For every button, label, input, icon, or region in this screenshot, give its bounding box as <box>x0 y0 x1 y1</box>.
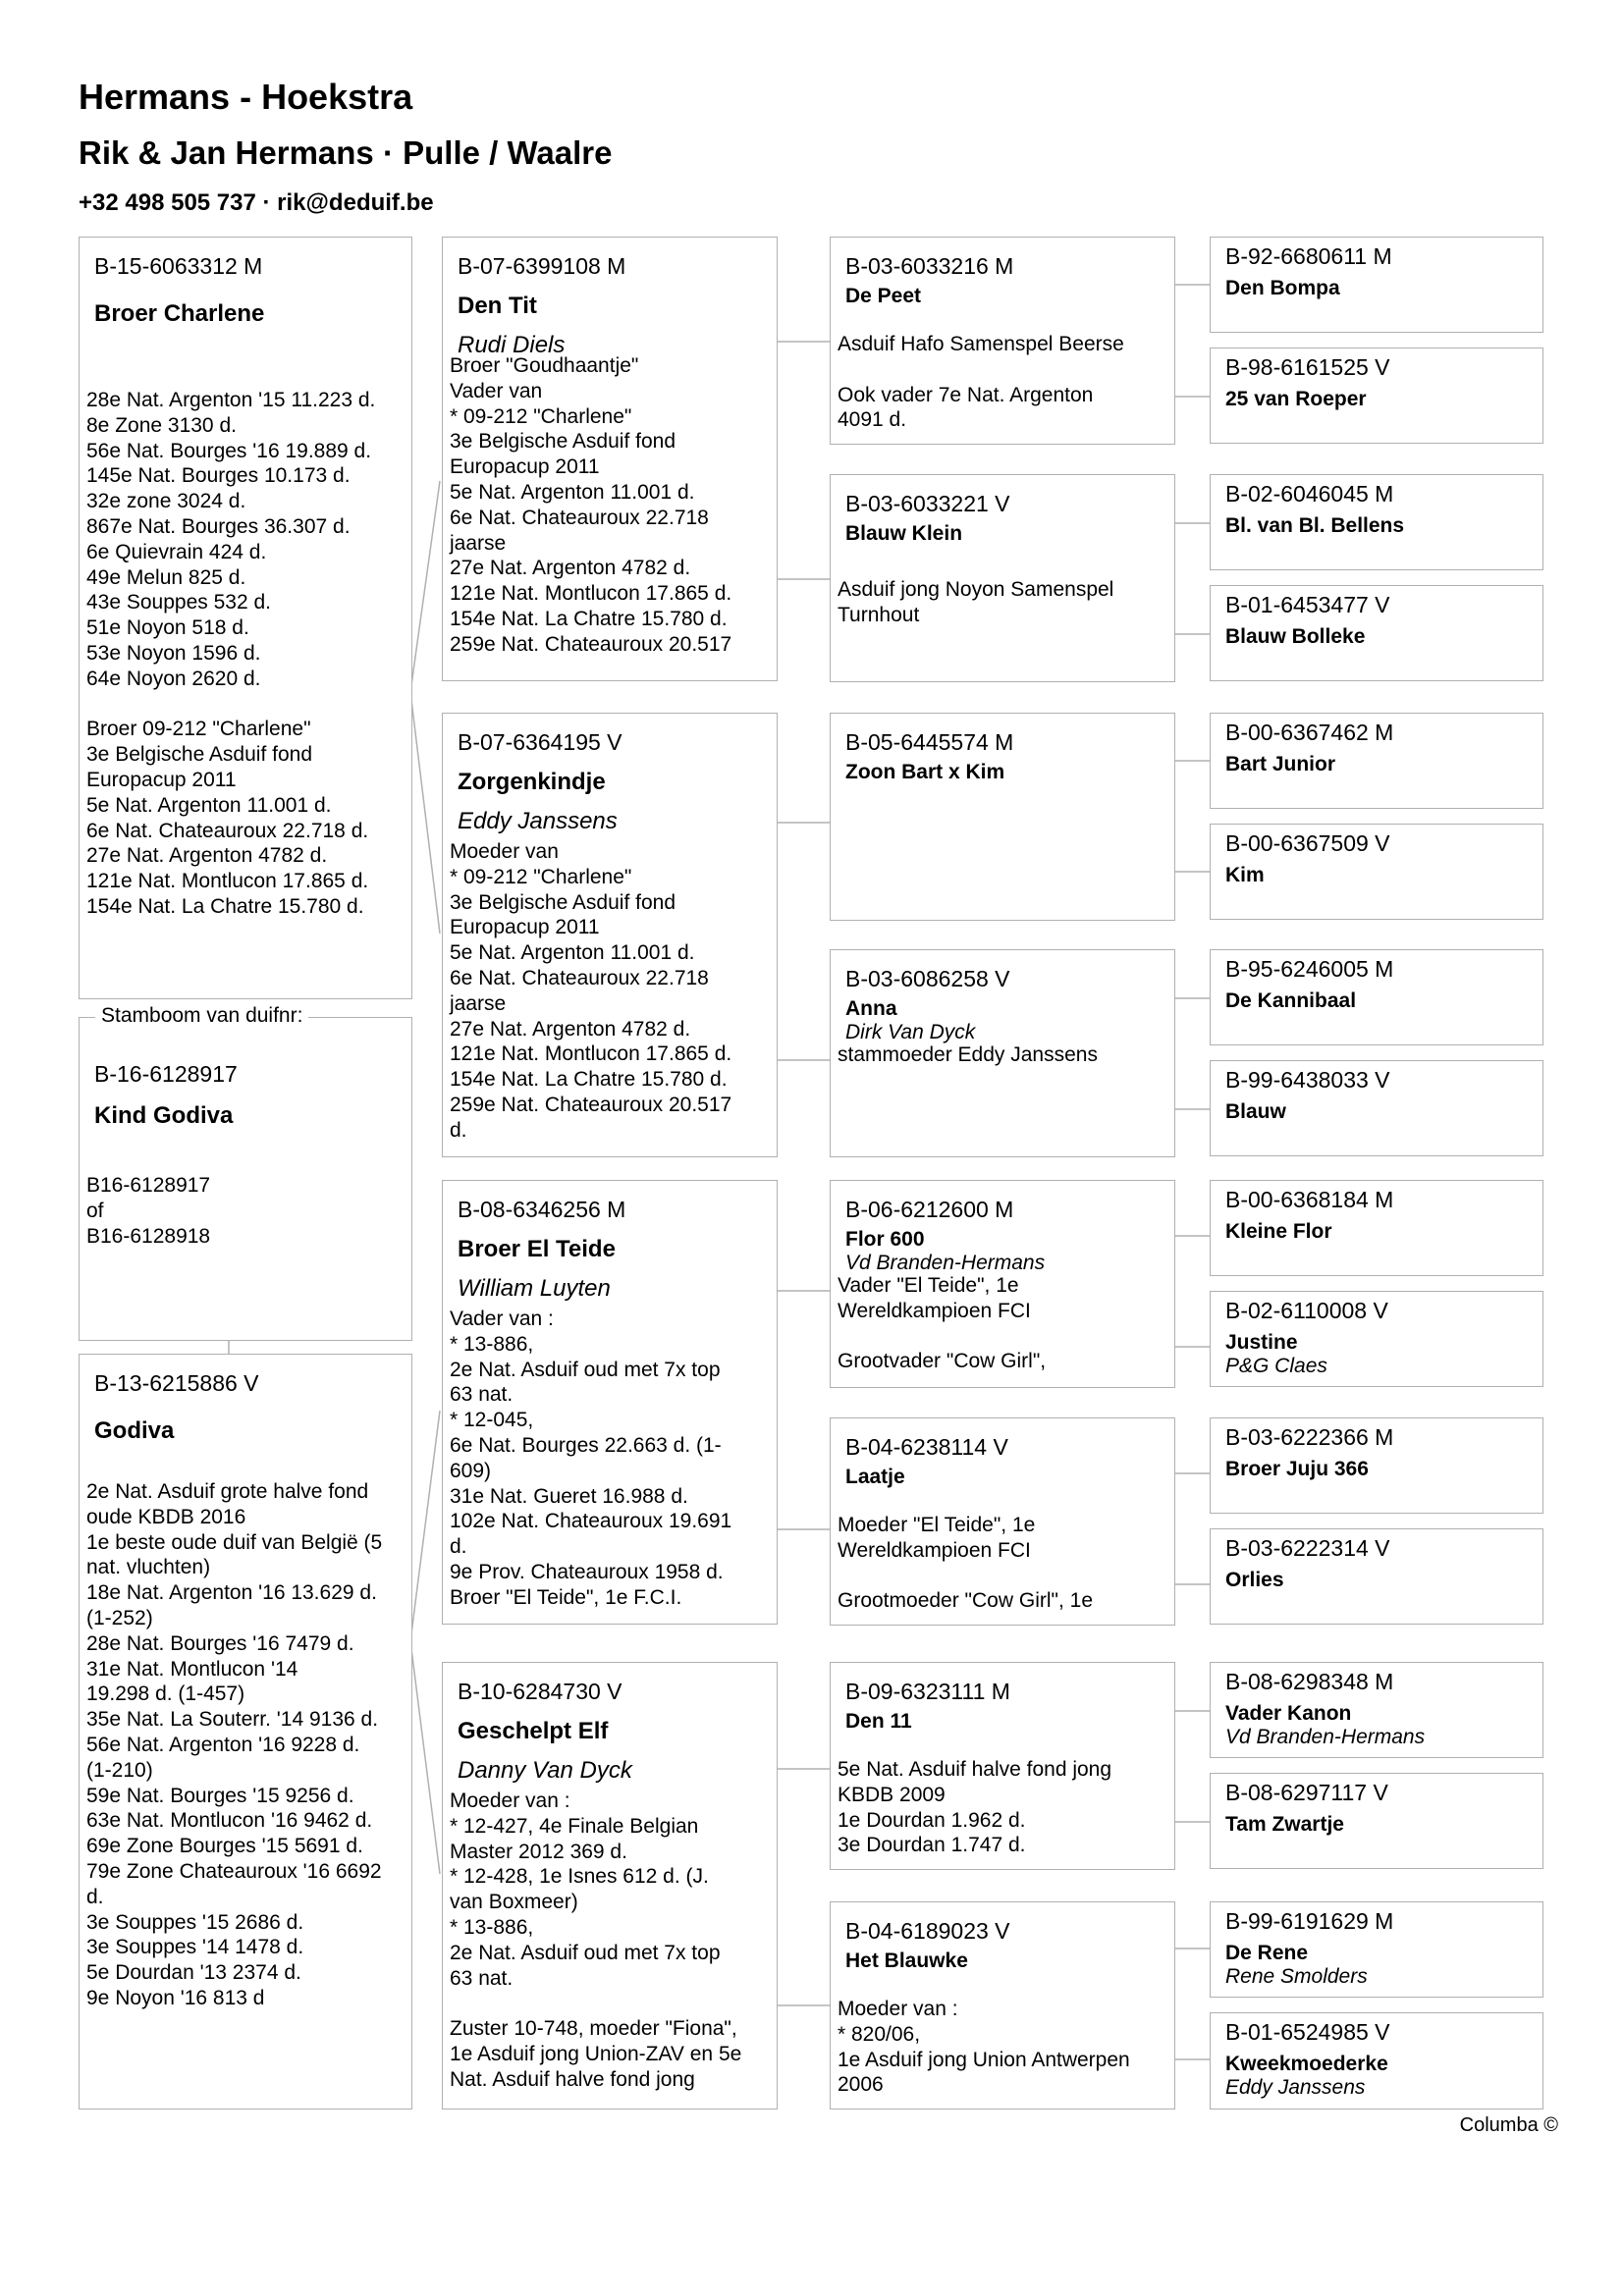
pigeon-name: Kim <box>1225 864 1265 886</box>
ring-number: B-00-6367462 M <box>1225 720 1394 745</box>
pigeon-name: Zoon Bart x Kim <box>845 761 1005 783</box>
sire-card[interactable] <box>79 237 412 999</box>
pigeon-notes: stammoeder Eddy Janssens <box>838 1043 1098 1066</box>
pigeon-name: Bart Junior <box>1225 753 1336 775</box>
ring-number: B-10-6284730 V <box>458 1679 622 1704</box>
gg-grandparent-card[interactable] <box>1210 713 1543 809</box>
pigeon-name: Den 11 <box>845 1710 912 1733</box>
ring-number: B-03-6033216 M <box>845 253 1014 279</box>
dam-card[interactable] <box>79 1354 412 2109</box>
pigeon-name: Kweekmoederke <box>1225 2053 1388 2075</box>
gg-grandparent-card[interactable] <box>1210 2012 1543 2109</box>
ring-number: B-92-6680611 M <box>1225 243 1392 269</box>
pigeon-name: Blauw Klein <box>845 522 963 545</box>
pigeon-name: Blauw <box>1225 1100 1286 1123</box>
pigeon-name: Bl. van Bl. Bellens <box>1225 514 1405 537</box>
pigeon-name: Godiva <box>94 1417 175 1444</box>
pigeon-notes: Moeder "El Teide", 1e Wereldkampioen FCI Grootmoeder "Cow Girl", 1e <box>838 1514 1093 1613</box>
ring-number: B-16-6128917 <box>94 1061 238 1087</box>
gg-grandparent-card[interactable] <box>1210 1291 1543 1387</box>
owner-name: Rene Smolders <box>1225 1965 1368 1988</box>
pigeon-notes: Vader "El Teide", 1e Wereldkampioen FCI Grootvader "Cow Girl", <box>838 1274 1047 1373</box>
owner-name: Eddy Janssens <box>458 808 618 834</box>
pigeon-name: Kind Godiva <box>94 1102 234 1129</box>
ring-number: B-04-6238114 V <box>845 1434 1008 1460</box>
pigeon-name: Den Tit <box>458 293 537 319</box>
pigeon-notes: Moeder van : * 820/06, 1e Asduif jong Union Antwerpen 2006 <box>838 1998 1130 2097</box>
page-subtitle: Rik & Jan Hermans · Pulle / Waalre <box>79 134 613 171</box>
pigeon-name: Zorgenkindje <box>458 769 606 795</box>
pigeon-name: 25 van Roeper <box>1225 388 1367 410</box>
pigeon-name: Blauw Bolleke <box>1225 625 1366 648</box>
ring-number: B-03-6086258 V <box>845 966 1010 991</box>
pigeon-notes: Moeder van : * 12-427, 4e Finale Belgian Master 2012 369 d. * 12-428, 1e Isnes 612 d. (J. van Boxmeer) * 13-886, 2e Nat. Asduif oud met 7x top 63 nat. Zuster 10-748, moeder "Fiona", 1e Asduif jong Union-ZAV en 5e Nat. Asduif halve fond jong <box>450 1789 742 2091</box>
pigeon-name: De Peet <box>845 285 922 307</box>
pigeon-name: De Kannibaal <box>1225 989 1357 1012</box>
owner-name: Eddy Janssens <box>1225 2076 1366 2099</box>
pigeon-notes: Moeder van * 09-212 "Charlene" 3e Belgische Asduif fond Europacup 2011 5e Nat. Argenton 11.001 d. 6e Nat. Chateauroux 22.718 jaarse 27e Nat. Argenton 4782 d. 121e Nat. Montlucon 17.865 d. 154e Nat. La Chatre 15.780 d. 259e Nat. Chateauroux 20.517 d. <box>450 840 732 1142</box>
ring-number: B-09-6323111 M <box>845 1679 1010 1704</box>
pigeon-name: Broer Charlene <box>94 300 265 327</box>
pigeon-name: Het Blauwke <box>845 1949 968 1972</box>
gg-grandparent-card[interactable] <box>1210 1662 1543 1758</box>
ring-number: B-00-6368184 M <box>1225 1187 1394 1212</box>
pigeon-name: Vader Kanon <box>1225 1702 1352 1725</box>
grandparent-card[interactable] <box>442 1180 778 1625</box>
ring-number: B-01-6524985 V <box>1225 2019 1390 2045</box>
pigeon-name: Laatje <box>845 1466 905 1488</box>
gg-grandparent-card[interactable] <box>1210 1773 1543 1869</box>
pigeon-name: De Rene <box>1225 1942 1309 1964</box>
gg-grandparent-card[interactable] <box>1210 237 1543 333</box>
pigeon-results: 2e Nat. Asduif grote halve fond oude KBDB 2016 1e beste oude duif van België (5 nat. vluchten) 18e Nat. Argenton '16 13.629 d. (1-252) 28e Nat. Bourges '16 7479 d. 31e Nat. Montlucon '14 19.298 d. (1-457) 35e Nat. La Souterr. '14 9136 d. 56e Nat. Argenton '16 9228 d. (1-210) 59e Nat. Bourges '15 9256 d. 63e Nat. Montlucon '16 9462 d. 69e Zone Bourges '15 5691 d. 79e Zone Chateauroux '16 6692 d. 3e Souppes '15 2686 d. 3e Souppes '14 1478 d. 5e Dourdan '13 2374 d. 9e Noyon '16 813 d <box>86 1480 383 2009</box>
great-grandparent-card[interactable] <box>830 237 1175 445</box>
pigeon-name: Geschelpt Elf <box>458 1718 609 1744</box>
gg-grandparent-card[interactable] <box>1210 1901 1543 1998</box>
pigeon-notes: Broer "Goudhaantje" Vader van * 09-212 "Charlene" 3e Belgische Asduif fond Europacup 2011 5e Nat. Argenton 11.001 d. 6e Nat. Chateauroux 22.718 jaarse 27e Nat. Argenton 4782 d. 121e Nat. Montlucon 17.865 d. 154e Nat. La Chatre 15.780 d. 259e Nat. Chateauroux 20.517 <box>450 354 732 656</box>
ring-number: B-15-6063312 M <box>94 253 263 279</box>
ring-number: B-95-6246005 M <box>1225 956 1394 982</box>
pigeon-name: Orlies <box>1225 1569 1284 1591</box>
ring-number: B-07-6364195 V <box>458 729 622 755</box>
gg-grandparent-card[interactable] <box>1210 1060 1543 1156</box>
great-grandparent-card[interactable] <box>830 1662 1175 1870</box>
ring-number: B-02-6046045 M <box>1225 481 1394 507</box>
gg-grandparent-card[interactable] <box>1210 1417 1543 1514</box>
ring-number: B-07-6399108 M <box>458 253 626 279</box>
pedigree-legend: Stamboom van duifnr: <box>95 1004 308 1028</box>
ring-number: B-98-6161525 V <box>1225 354 1390 380</box>
owner-name: Dirk Van Dyck <box>845 1021 976 1043</box>
pigeon-notes: Asduif Hafo Samenspel Beerse Ook vader 7e Nat. Argenton 4091 d. <box>838 333 1124 432</box>
contact-line: +32 498 505 737 · rik@deduif.be <box>79 189 434 216</box>
pigeon-name: Broer El Teide <box>458 1236 616 1262</box>
owner-name: Danny Van Dyck <box>458 1757 632 1784</box>
ring-number: B-06-6212600 M <box>845 1197 1014 1222</box>
gg-grandparent-card[interactable] <box>1210 1528 1543 1625</box>
pigeon-name: Broer Juju 366 <box>1225 1458 1369 1480</box>
page-title: Hermans - Hoekstra <box>79 77 413 117</box>
ring-number: B-99-6191629 M <box>1225 1908 1394 1934</box>
owner-name: William Luyten <box>458 1275 611 1302</box>
gg-grandparent-card[interactable] <box>1210 474 1543 570</box>
gg-grandparent-card[interactable] <box>1210 949 1543 1045</box>
ring-number: B-08-6297117 V <box>1225 1780 1388 1805</box>
pigeon-name: Tam Zwartje <box>1225 1813 1344 1836</box>
ring-number: B-03-6222314 V <box>1225 1535 1390 1561</box>
ring-number: B-13-6215886 V <box>94 1370 259 1396</box>
grandparent-card[interactable] <box>442 237 778 681</box>
gg-grandparent-card[interactable] <box>1210 824 1543 920</box>
grandparent-card[interactable] <box>442 713 778 1157</box>
great-grandparent-card[interactable] <box>830 1901 1175 2109</box>
gg-grandparent-card[interactable] <box>1210 347 1543 444</box>
ring-number: B-03-6222366 M <box>1225 1424 1394 1450</box>
great-grandparent-card[interactable] <box>830 949 1175 1157</box>
owner-name: P&G Claes <box>1225 1355 1327 1377</box>
owner-name: Rudi Diels <box>458 332 566 358</box>
ring-number: B-00-6367509 V <box>1225 830 1390 856</box>
ring-number: B-08-6298348 M <box>1225 1669 1394 1694</box>
ring-number: B-03-6033221 V <box>845 491 1010 516</box>
owner-name: Vd Branden-Hermans <box>845 1252 1046 1274</box>
subject-card[interactable] <box>79 1017 412 1341</box>
great-grandparent-card[interactable] <box>830 713 1175 921</box>
gg-grandparent-card[interactable] <box>1210 585 1543 681</box>
pigeon-name: Kleine Flor <box>1225 1220 1332 1243</box>
great-grandparent-card[interactable] <box>830 1417 1175 1626</box>
pigeon-name: Justine <box>1225 1331 1298 1354</box>
pigeon-name: Flor 600 <box>845 1228 925 1251</box>
pigeon-notes: Asduif jong Noyon Samenspel Turnhout <box>838 578 1114 626</box>
grandparent-card[interactable] <box>442 1662 778 2109</box>
ring-number: B-05-6445574 M <box>845 729 1014 755</box>
ring-number: B-01-6453477 V <box>1225 592 1390 617</box>
great-grandparent-card[interactable] <box>830 474 1175 682</box>
pigeon-notes: 5e Nat. Asduif halve fond jong KBDB 2009 1e Dourdan 1.962 d. 3e Dourdan 1.747 d. <box>838 1758 1112 1857</box>
ring-number: B-04-6189023 V <box>845 1918 1010 1944</box>
pigeon-results: 28e Nat. Argenton '15 11.223 d. 8e Zone 3130 d. 56e Nat. Bourges '16 19.889 d. 145e Nat. Bourges 10.173 d. 32e zone 3024 d. 867e Nat. Bourges 36.307 d. 6e Quievrain 424 d. 49e Melun 825 d. 43e Souppes 532 d. 51e Noyon 518 d. 53e Noyon 1596 d. 64e Noyon 2620 d. Broer 09-212 "Charlene" 3e Belgische Asduif fond Europacup 2011 5e Nat. Argenton 11.001 d. 6e Nat. Chateauroux 22.718 d. 27e Nat. Argenton 4782 d. 121e Nat. Montlucon 17.865 d. 154e Nat. La Chatre 15.780 d. <box>86 389 376 918</box>
great-grandparent-card[interactable] <box>830 1180 1175 1388</box>
pigeon-name: Den Bompa <box>1225 277 1340 299</box>
subject-text: B16-6128917 of B16-6128918 <box>86 1174 211 1248</box>
pigeon-name: Anna <box>845 997 897 1020</box>
ring-number: B-08-6346256 M <box>458 1197 626 1222</box>
gg-grandparent-card[interactable] <box>1210 1180 1543 1276</box>
owner-name: Vd Branden-Hermans <box>1225 1726 1426 1748</box>
footer-credit: Columba © <box>1459 2114 1558 2136</box>
pigeon-notes: Vader van : * 13-886, 2e Nat. Asduif oud met 7x top 63 nat. * 12-045, 6e Nat. Bourges 22.663 d. (1- 609) 31e Nat. Gueret 16.988 d. 102e Nat. Chateauroux 19.691 d. 9e Prov. Chateauroux 1958 d. Broer "El Teide", 1e F.C.I. <box>450 1308 732 1609</box>
ring-number: B-02-6110008 V <box>1225 1298 1388 1323</box>
ring-number: B-99-6438033 V <box>1225 1067 1390 1093</box>
